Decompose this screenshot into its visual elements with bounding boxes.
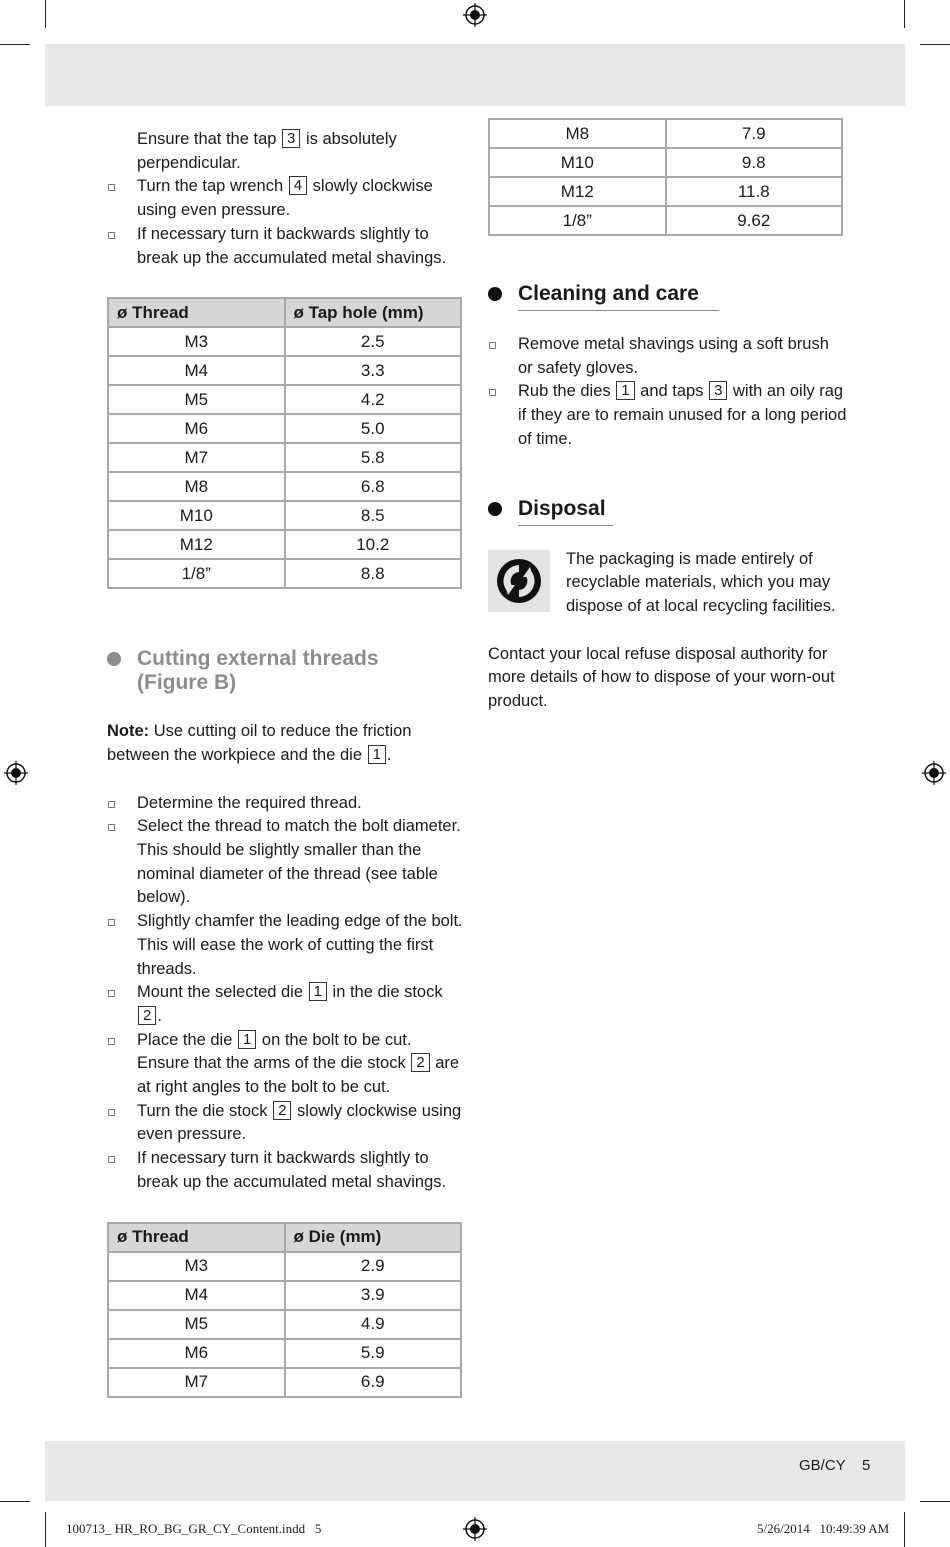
table-cell: M12 xyxy=(489,177,666,206)
table-cell: 3.3 xyxy=(285,356,462,385)
bullet-square-icon xyxy=(489,389,496,396)
bullet-list xyxy=(107,792,463,1195)
bullet-dot-icon xyxy=(488,287,502,301)
list-item: Determine the required thread. xyxy=(107,792,463,816)
registration-mark-icon xyxy=(463,1517,487,1541)
table-row xyxy=(108,1252,461,1281)
part-ref: 4 xyxy=(289,176,307,195)
packaging-block xyxy=(488,548,848,619)
die-table-continued xyxy=(488,118,843,236)
table-row xyxy=(108,1281,461,1310)
header-band xyxy=(45,44,905,106)
table-cell: 3.9 xyxy=(285,1281,462,1310)
table-row xyxy=(108,414,461,443)
bullet-square-icon xyxy=(108,990,115,997)
crop-mark xyxy=(45,0,46,28)
die-table xyxy=(107,1222,462,1398)
crop-mark xyxy=(904,1512,905,1547)
part-ref: 3 xyxy=(282,129,300,148)
table-cell: 2.9 xyxy=(285,1252,462,1281)
bullet-square-icon xyxy=(489,342,496,349)
bullet-square-icon xyxy=(108,1109,115,1116)
list-item: Slightly chamfer the leading edge of the bolt. This will ease the work of cutting the first threads. xyxy=(107,910,463,981)
list-item: Mount the selected die 1 in the die stock 2 . xyxy=(107,981,463,1028)
table-row xyxy=(108,356,461,385)
contact-text: Contact your local refuse disposal authority for more details of how to dispose of your worn-out product. xyxy=(488,644,835,711)
tap-hole-table xyxy=(107,297,462,589)
table-row xyxy=(108,1310,461,1339)
table-cell: M12 xyxy=(108,530,285,559)
table-cell: 5.0 xyxy=(285,414,462,443)
crop-mark xyxy=(920,44,950,45)
packaging-text: The packaging is made entirely of recyclable materials, which you may dispose of at local recycling facilities. xyxy=(566,549,836,615)
bullet-dot-icon xyxy=(107,652,121,666)
table-cell: M3 xyxy=(108,1252,285,1281)
table-cell: M3 xyxy=(108,327,285,356)
note-paragraph: Note: Use cutting oil to reduce the friction between the workpiece and the die 1 . xyxy=(107,722,412,764)
section-heading-cutting: Cutting external threads (Figure B) xyxy=(107,647,463,695)
table-cell: M5 xyxy=(108,385,285,414)
part-ref: 1 xyxy=(238,1030,256,1049)
section-heading-cleaning xyxy=(488,282,848,311)
crop-mark xyxy=(920,1501,950,1502)
table-cell: M4 xyxy=(108,1281,285,1310)
crop-mark xyxy=(0,1501,30,1502)
paragraph: Ensure that the tap 3 is absolutely perpendicular. xyxy=(137,130,397,172)
table-row xyxy=(108,501,461,530)
bullet-square-icon xyxy=(108,1156,115,1163)
crop-mark xyxy=(0,44,30,45)
note-label: Note: xyxy=(107,722,150,741)
bullet-square-icon xyxy=(108,232,115,239)
bullet-square-icon xyxy=(108,184,115,191)
table-cell: M10 xyxy=(108,501,285,530)
list-item: If necessary turn it backwards slightly to break up the accumulated metal shavings. xyxy=(107,223,463,270)
table-row xyxy=(489,148,842,177)
bullet-square-icon xyxy=(108,801,115,808)
section-heading-disposal xyxy=(488,497,848,526)
table-row xyxy=(108,385,461,414)
table-cell: M5 xyxy=(108,1310,285,1339)
table-cell: 2.5 xyxy=(285,327,462,356)
table-cell: M7 xyxy=(108,1368,285,1397)
table-cell: 9.8 xyxy=(666,148,843,177)
section-title: Disposal xyxy=(518,496,606,520)
list-item: If necessary turn it backwards slightly to break up the accumulated metal shavings. xyxy=(107,1147,463,1194)
part-ref: 1 xyxy=(368,745,386,764)
table-cell: M8 xyxy=(108,472,285,501)
bullet-list xyxy=(107,175,463,270)
table-row xyxy=(108,559,461,588)
table-cell: 5.9 xyxy=(285,1339,462,1368)
table-cell: M6 xyxy=(108,414,285,443)
table-row xyxy=(489,177,842,206)
table-header: ø Tap hole (mm) xyxy=(285,298,462,327)
table-cell: 11.8 xyxy=(666,177,843,206)
table-cell: 10.2 xyxy=(285,530,462,559)
list-item: Turn the tap wrench 4 slowly clockwise using even pressure. xyxy=(107,175,463,222)
table-cell: M7 xyxy=(108,443,285,472)
table-cell: 1/8” xyxy=(108,559,285,588)
bullet-square-icon xyxy=(108,1038,115,1045)
crop-mark xyxy=(904,0,905,28)
list-item: Turn the die stock 2 slowly clockwise using even pressure. xyxy=(107,1100,463,1147)
table-row xyxy=(108,1339,461,1368)
part-ref: 2 xyxy=(411,1053,429,1072)
table-cell: M4 xyxy=(108,356,285,385)
page-number: 5 xyxy=(862,1457,871,1474)
table-cell: 5.8 xyxy=(285,443,462,472)
table-row xyxy=(108,443,461,472)
table-row xyxy=(489,119,842,148)
part-ref: 2 xyxy=(273,1101,291,1120)
table-row xyxy=(108,327,461,356)
table-cell: 8.5 xyxy=(285,501,462,530)
part-ref: 1 xyxy=(309,982,327,1001)
table-cell: M10 xyxy=(489,148,666,177)
part-ref: 1 xyxy=(616,381,634,400)
registration-mark-icon xyxy=(463,3,487,27)
footer-band xyxy=(45,1441,905,1501)
crop-mark xyxy=(45,1512,46,1547)
file-name: 100713_ HR_RO_BG_GR_CY_Content.indd 5 xyxy=(66,1521,322,1536)
table-row xyxy=(489,206,842,235)
heading-underline xyxy=(518,525,613,526)
bullet-square-icon xyxy=(108,919,115,926)
table-cell: 6.8 xyxy=(285,472,462,501)
table-header: ø Die (mm) xyxy=(285,1223,462,1252)
list-item: Place the die 1 on the bolt to be cut. Ensure that the arms of the die stock 2 are at right angles to the bolt to be cut. xyxy=(107,1029,463,1100)
table-cell: M6 xyxy=(108,1339,285,1368)
table-cell: 9.62 xyxy=(666,206,843,235)
table-cell: 7.9 xyxy=(666,119,843,148)
table-cell: 1/8” xyxy=(489,206,666,235)
table-header: ø Thread xyxy=(108,298,285,327)
list-item: Rub the dies 1 and taps 3 with an oily rag if they are to remain unused for a long period of time. xyxy=(488,380,848,451)
registration-mark-icon xyxy=(922,761,946,785)
table-cell: 8.8 xyxy=(285,559,462,588)
list-item: Remove metal shavings using a soft brush or safety gloves. xyxy=(488,333,848,380)
table-cell: 4.9 xyxy=(285,1310,462,1339)
part-ref: 2 xyxy=(138,1006,156,1025)
table-cell: M8 xyxy=(489,119,666,148)
table-header-row xyxy=(108,298,461,327)
left-column xyxy=(107,128,463,1398)
bullet-list xyxy=(488,333,848,452)
part-ref: 3 xyxy=(709,381,727,400)
registration-mark-icon xyxy=(4,761,28,785)
section-title: Cleaning and care xyxy=(518,282,699,305)
table-row xyxy=(108,472,461,501)
table-row xyxy=(108,530,461,559)
timestamp: 5/26/2014 10:49:39 AM xyxy=(757,1521,890,1536)
bullet-square-icon xyxy=(108,824,115,831)
recycling-logo-icon xyxy=(488,550,550,612)
heading-underline xyxy=(518,310,719,311)
bullet-dot-icon xyxy=(488,502,502,516)
list-item: Select the thread to match the bolt diameter. This should be slightly smaller than the nominal diameter of the thread (see table below). xyxy=(107,815,463,910)
language-code: GB/CY xyxy=(799,1457,846,1474)
table-cell: 6.9 xyxy=(285,1368,462,1397)
table-cell: 4.2 xyxy=(285,385,462,414)
table-row xyxy=(108,1368,461,1397)
right-column xyxy=(488,118,848,714)
table-header: ø Thread xyxy=(108,1223,285,1252)
table-header-row xyxy=(108,1223,461,1252)
